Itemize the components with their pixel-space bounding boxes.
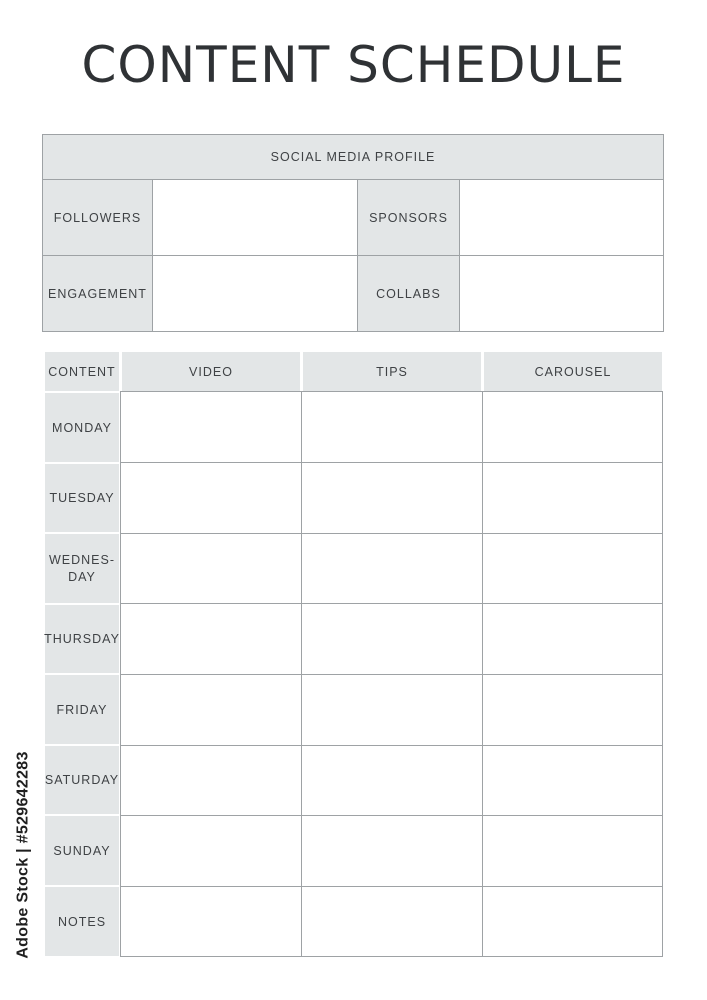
- row-label-sunday: SUNDAY: [45, 816, 119, 885]
- watermark-text: Adobe Stock | #529642283: [15, 751, 32, 959]
- engagement-label: ENGAGEMENT: [42, 255, 153, 332]
- page-title: CONTENT SCHEDULE: [81, 36, 626, 94]
- followers-field[interactable]: [152, 179, 358, 256]
- row-label-saturday: SATURDAY: [45, 746, 119, 814]
- content-corner-header: CONTENT: [45, 352, 119, 391]
- collabs-field[interactable]: [459, 255, 664, 332]
- column-header-video: VIDEO: [122, 352, 300, 391]
- row-label-friday: FRIDAY: [45, 675, 119, 744]
- column-header-tips: TIPS: [303, 352, 481, 391]
- column-header-carousel: CAROUSEL: [484, 352, 662, 391]
- row-label-tuesday: TUESDAY: [45, 464, 119, 532]
- row-label-thursday: THURSDAY: [45, 605, 119, 673]
- followers-label: FOLLOWERS: [42, 179, 153, 256]
- stock-watermark: [14, 751, 34, 959]
- collabs-label: COLLABS: [357, 255, 460, 332]
- profile-header: SOCIAL MEDIA PROFILE: [42, 134, 664, 180]
- sponsors-label: SPONSORS: [357, 179, 460, 256]
- row-label-monday: MONDAY: [45, 393, 119, 462]
- engagement-field[interactable]: [152, 255, 358, 332]
- row-label-wednesday: WEDNES- DAY: [45, 534, 119, 603]
- row-label-notes: NOTES: [45, 887, 119, 956]
- sponsors-field[interactable]: [459, 179, 664, 256]
